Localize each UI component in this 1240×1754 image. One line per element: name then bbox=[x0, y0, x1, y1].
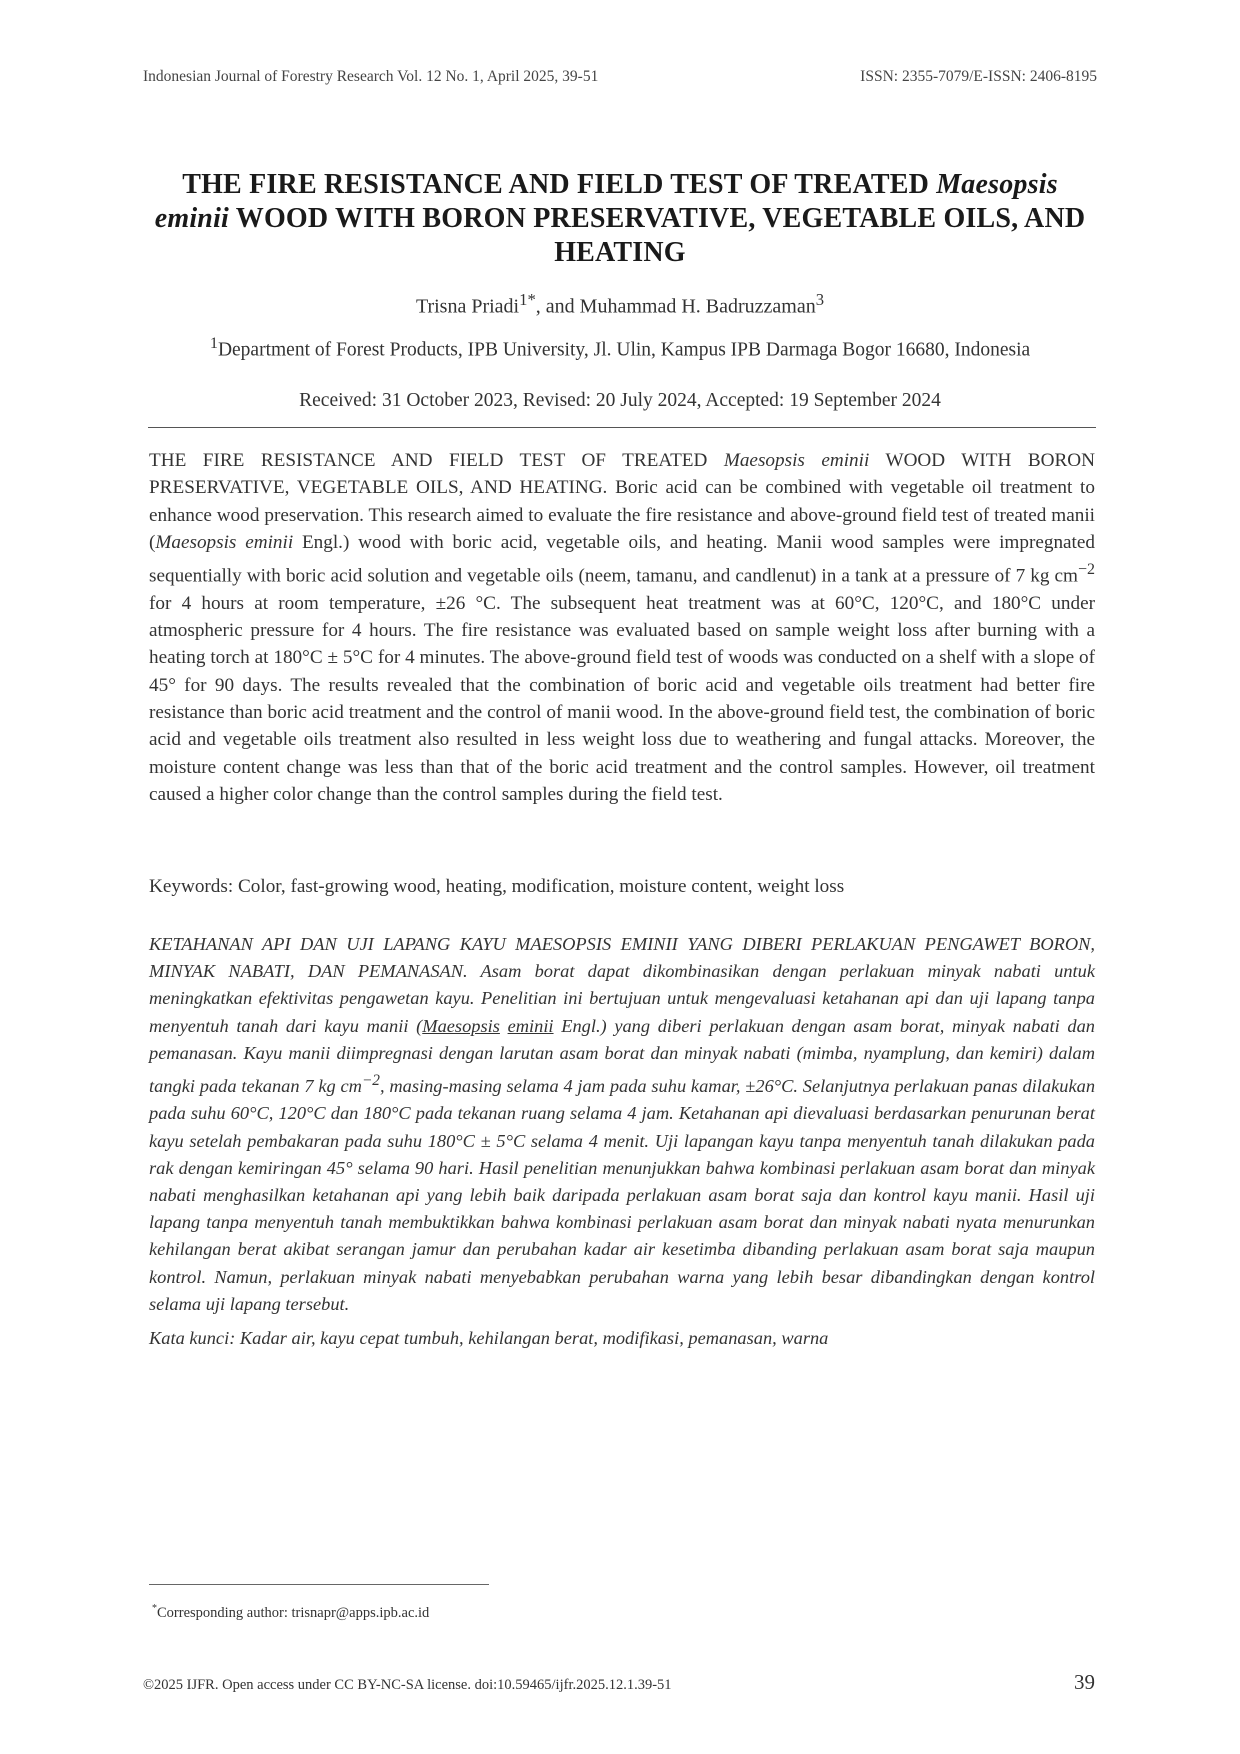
abstract-lead-2: WOOD WITH BORON PRESERVATIVE, VEGETABLE OILS, AND HEATING. bbox=[149, 450, 1096, 499]
abstrak-part-1: KETAHANAN API DAN UJI LAPANG KAYU MAESOPSIS EMINII YANG DIBERI PERLAKUAN PENGAWET BORON, MINYAK NABATI, DAN PEMANASAN. Asam borat dapat dikombinasikan dengan perlakuan minyak nabati untuk meningkatkan efektivitas pengawetan kayu. Penelitian ini bertujuan untuk mengevaluasi ketahanan api dan uji lapang tanpa menyentuh tanah dari kayu manii ( bbox=[149, 934, 1095, 1036]
footnote-text: Corresponding author: trisnapr@apps.ipb.ac.id bbox=[157, 1604, 430, 1621]
author-separator: , and bbox=[535, 295, 580, 318]
author-2: Muhammad H. Badruzzaman bbox=[579, 295, 816, 318]
footnote-divider bbox=[149, 1584, 489, 1585]
license-doi: ©2025 IJFR. Open access under CC BY-NC-SA license. doi:10.59465/ijfr.2025.12.1.39-51 bbox=[143, 1677, 672, 1693]
abstrak-part-3: , masing-masing selama 4 jam pada suhu kamar, ±26°C. Selanjutnya perlakuan panas dilakukan pada suhu 60°C, 120°C dan 180°C pada tekanan ruang selama 4 jam. Ketahanan api dievaluasi berdasarkan penurunan berat kayu setelah pembakaran pada suhu 180°C ± 5°C selama 4 menit. Uji lapangan kayu tanpa menyentuh tanah dilakukan pada rak dengan kemiringan 45° selama 90 hari. Hasil penelitian menunjukkan bahwa kombinasi perlakuan asam borat dan minyak nabati menghasilkan ketahanan api yang lebih baik daripada perlakuan asam borat saja dan kontrol kayu manii. Hasil uji lapang tanpa menyentuh tanah membuktikkan bahwa kombinasi perlakuan asam borat dan minyak nabati nyata menurunkan kehilangan berat akibat serangan jamur dan perubahan kadar air kesetimba dibanding perlakuan asam borat saja maupun kontrol. Namun, perlakuan minyak nabati menyebabkan perubahan warna yang lebih besar dibandingkan dengan kontrol selama uji lapang tersebut. bbox=[149, 1076, 1096, 1314]
author-1: Trisna Priadi bbox=[415, 295, 520, 318]
abstrak-species: eminii bbox=[507, 1015, 554, 1036]
abstract-body-2: Engl.) wood with boric acid, vegetable oils, and heating. Manii wood samples were impregnated sequentially with boric acid solution and vegetable oils (neem, tamanu, and candlenut) in a tank at a pressure of 7 kg cm bbox=[149, 531, 1095, 587]
abstract-body-3: for 4 hours at room temperature, ±26 °C. The subsequent heat treatment was at 60°C, 120°C, and 180°C under atmospheric pressure for 4 hours. The fire resistance was evaluated based on sample weight loss after burning with a heating torch at 180°C ± 5°C for 4 minutes. The above-ground field test of woods was conducted on a shelf with a slope of 45° for 90 days. The results revealed that the combination of boric acid and vegetable oils treatment had better fire resistance than boric acid treatment and the control of manii wood. In the above-ground field test, the combination of boric acid and vegetable oils treatment also resulted in less weight loss due to weathering and fungal attacks. Moreover, the moisture content change was less than that of the boric acid treatment and the control samples. However, oil treatment caused a higher color change than the control samples during the field test. bbox=[149, 592, 1095, 805]
author-1-affil: 1* bbox=[519, 290, 536, 309]
abstract-english bbox=[149, 447, 1095, 808]
abstract-lead-species: Maesopsis eminii bbox=[723, 450, 870, 471]
article-dates: Received: 31 October 2023, Revised: 20 July 2024, Accepted: 19 September 2024 bbox=[299, 390, 941, 411]
footnote-marker: * bbox=[152, 1603, 157, 1614]
abstract-indonesian bbox=[149, 931, 1095, 1318]
journal-citation: Indonesian Journal of Forestry Research Vol. 12 No. 1, April 2025, 39-51 bbox=[143, 68, 599, 85]
running-head bbox=[143, 68, 1097, 86]
article-title bbox=[145, 168, 1095, 270]
abstract-exponent: −2 bbox=[1077, 561, 1095, 579]
affiliation-text: Department of Forest Products, IPB University, Jl. Ulin, Kampus IPB Darmaga Bogor 16680, Indonesia bbox=[217, 339, 1031, 361]
abstrak-space bbox=[500, 1016, 508, 1036]
authors bbox=[145, 290, 1095, 319]
kata-kunci: Kata kunci: Kadar air, kayu cepat tumbuh, kehilangan berat, modifikasi, pemanasan, warna bbox=[149, 1328, 829, 1348]
affiliation-marker: 1 bbox=[209, 334, 218, 352]
abstract-body-species: Maesopsis eminii bbox=[155, 531, 294, 553]
abstrak-exponent: −2 bbox=[361, 1072, 380, 1090]
affiliation bbox=[145, 334, 1095, 362]
title-species: Maesopsis eminii bbox=[154, 169, 1058, 234]
page-number: 39 bbox=[1074, 1670, 1095, 1694]
title-part-2: WOOD WITH BORON PRESERVATIVE, VEGETABLE OILS, AND HEATING bbox=[229, 203, 1086, 268]
keywords: Keywords: Color, fast-growing wood, heating, modification, moisture content, weight loss bbox=[149, 876, 845, 897]
author-2-affil: 3 bbox=[815, 290, 825, 309]
abstract-body-1: Boric acid can be combined with vegetable oil treatment to enhance wood preservation. This research aimed to evaluate the fire resistance and above-ground field test of treated manii ( bbox=[149, 477, 1095, 553]
abstract-lead-1: THE FIRE RESISTANCE AND FIELD TEST OF TREATED bbox=[149, 450, 724, 471]
abstrak-part-2: Engl.) yang diberi perlakuan dengan asam borat, minyak nabati dan pemanasan. Kayu manii diimpregnasi dengan larutan asam borat dan minyak nabati (mimba, nyamplung, dan kemiri) dalam tangki pada tekanan 7 kg cm bbox=[149, 1015, 1095, 1097]
title-part-1: THE FIRE RESISTANCE AND FIELD TEST OF TREATED bbox=[182, 169, 937, 200]
header-divider bbox=[148, 427, 1096, 428]
corresponding-author-footnote bbox=[152, 1603, 429, 1622]
page-footer bbox=[143, 1670, 1095, 1695]
issn: ISSN: 2355-7079/E-ISSN: 2406-8195 bbox=[860, 68, 1097, 85]
abstrak-genus: Maesopsis bbox=[422, 1015, 500, 1036]
